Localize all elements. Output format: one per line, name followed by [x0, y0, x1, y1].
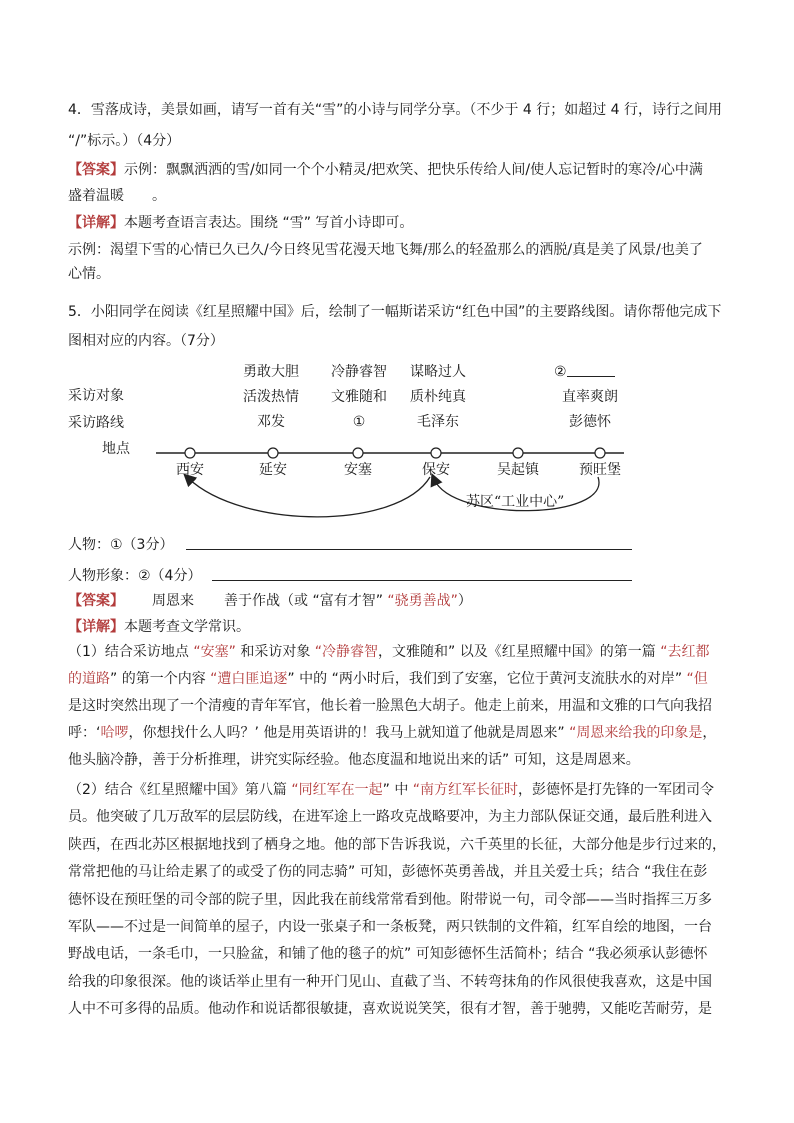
trait-2-line-1: 冷静睿智 — [331, 364, 387, 380]
person-blank-1: ① — [352, 414, 366, 430]
quoted-text: “南方红军长征时 — [412, 782, 519, 798]
q4-answer-text-1: 示例：飘飘洒洒的雪/如同一个个小精灵/把欢笑、把快乐传给人间/使人忘记暂时的寒冷/心中满 — [124, 162, 703, 178]
quoted-text: “周恩来给我的印象是 — [569, 725, 703, 741]
answer-close-paren: ） — [457, 593, 472, 609]
body-text: 员。他突破了几万敌军的层层防线，在进军途上一路攻克战略要冲，为主力部队保证交通，最后胜利进入 — [68, 809, 712, 826]
blank-2-label: 人物形象：②（4分） — [68, 568, 202, 584]
body-text: ，彭德怀是打先锋的一军团司令 — [518, 782, 715, 798]
body-text: ，你想找什么人吗？’ 他是用英语讲的！我马上就知道了他就是周恩来” — [128, 725, 570, 741]
route-node-yuwangpu — [595, 448, 605, 458]
answer-good-at-combat: 善于作战（或 “富有才智” — [224, 593, 388, 609]
row-label-route: 采访路线 — [68, 415, 124, 431]
p2-line — [68, 999, 712, 1019]
body-text: （1）结合采访地点 — [68, 644, 194, 660]
q4-answer-line-1 — [68, 160, 703, 180]
answer-alt-brave: “骁勇善战” — [387, 593, 458, 609]
q4-detail-text: 本题考查语言表达。围绕 “雪” 写首小诗即可。 — [124, 215, 414, 231]
answer-tag: 【答案】 — [68, 162, 124, 178]
route-node-xian — [185, 448, 195, 458]
route-node-baoan — [431, 448, 441, 458]
p2-line — [68, 835, 726, 855]
route-diagram — [68, 355, 668, 530]
quoted-text: “但 — [686, 671, 708, 687]
q5-detail-line — [68, 617, 250, 637]
place-yanan: 延安 — [259, 462, 287, 478]
q5-question-line-2: 图相对应的内容。（7分） — [68, 333, 224, 349]
body-text: 野战电话，一条毛巾，一只脸盆，和铺了他的毯子的炕” 可知彭德怀生活简朴；结合 “我必须承认彭德怀 — [68, 946, 708, 963]
quoted-text: “同红军在一起 — [291, 782, 383, 798]
p2-line — [68, 944, 707, 964]
route-node-ansai — [353, 448, 363, 458]
p1-line — [68, 750, 640, 770]
trait-2-line-2: 文雅随和 — [331, 389, 387, 405]
q4-example-line-1: 示例：渴望下雪的心情已久已久/今日终见雪花漫天地飞舞/那么的轻盈那么的洒脱/真是美了风景/也美了 — [68, 242, 703, 258]
q4-answer-line-2: 盛着温暖 。 — [68, 188, 166, 204]
body-text: ，文雅随和” 以及《红星照耀中国》的第一篇 — [378, 644, 661, 660]
p2-line — [68, 780, 714, 800]
row-label-place: 地点 — [102, 441, 130, 457]
p2-line — [68, 917, 712, 937]
quoted-text: “去红都 — [660, 644, 710, 660]
detail-tag: 【详解】 — [68, 619, 124, 635]
q5-detail-head: 本题考查文学常识。 — [124, 619, 250, 635]
blank-1-answer-line — [186, 549, 632, 550]
trait-3-line-2: 质朴纯真 — [410, 389, 466, 405]
place-xian: 西安 — [176, 462, 204, 478]
body-text: ” 的第一个内容 — [110, 671, 211, 687]
trait-blank-2-underline — [567, 362, 615, 377]
quoted-text: 哈啰 — [100, 725, 129, 741]
person-maozedong: 毛泽东 — [417, 414, 459, 430]
p2-line — [68, 807, 712, 827]
body-text: 常常把他的马让给走累了的或受了伤的同志骑” 可知，彭德怀英勇善战，并且关爱士兵；结合 “我住在彭 — [68, 864, 708, 881]
q4-example-line-2: 心情。 — [68, 266, 110, 282]
answer-tag: 【答案】 — [68, 593, 124, 609]
arrow-baoan-to-xian — [188, 477, 430, 517]
body-text: 和采访对象 — [235, 644, 315, 660]
person-dengfa: 邓发 — [257, 414, 285, 430]
blank-1-label: 人物：①（3分） — [68, 537, 174, 553]
p2-line — [68, 972, 712, 992]
body-text: ” 中 — [382, 782, 413, 798]
place-yuwangpu: 预旺堡 — [579, 462, 621, 478]
quoted-text: “遭白匪追逐 — [210, 671, 288, 687]
p2-line — [68, 862, 707, 882]
body-text: （2）结合《红星照耀中国》第八篇 — [68, 782, 292, 798]
p2-line — [68, 890, 712, 910]
place-ansai: 安塞 — [344, 462, 372, 478]
blank-2-answer-line — [212, 580, 632, 581]
q4-question-line-1: 4．雪落成诗，美景如画，请写一首有关“雪”的小诗与同学分享。（不少于 4 行；如超过 4 行，诗行之间用 — [68, 102, 723, 118]
trait-blank-2-label: ② — [554, 364, 567, 380]
body-text: ， — [702, 725, 717, 741]
body-text: 呼：‘ — [68, 725, 101, 741]
route-node-wuqizhen — [513, 448, 523, 458]
p1-line — [68, 723, 716, 743]
answer-zhouenlai: 周恩来 — [152, 593, 194, 609]
place-baoan: 保安 — [422, 462, 450, 478]
q5-question-line-1: 5．小阳同学在阅读《红星照耀中国》后，绘制了一幅斯诺采访“红色中国”的主要路线图。请你帮他完成下 — [68, 304, 722, 320]
body-text: 人中不可多得的品质。他动作和说话都很敏捷，喜欢说说笑笑，很有才智，善于驰骋，又能吃苦耐劳，是 — [68, 1001, 712, 1018]
body-text: 他头脑冷静，善于分析推理，讲究实际经验。他态度温和地说出来的话” 可知，这是周恩来。 — [68, 752, 640, 768]
body-text: 陕西，在西北苏区根据地找到了栖身之地。他的部下告诉我说，六千英里的长征，大部分他是步行过来的， — [68, 836, 726, 853]
body-text: 是这时突然出现了一个清瘦的青年军官，他长着一脸黑色大胡子。他走上前来，用温和文雅的口气向我招 — [68, 698, 712, 714]
place-wuqizhen: 吴起镇 — [497, 462, 539, 478]
trait-4-line-1 — [554, 362, 615, 382]
route-node-yanan — [268, 448, 278, 458]
p1-line — [68, 669, 708, 689]
trait-1-line-2: 活泼热情 — [243, 389, 299, 405]
p1-line — [68, 642, 709, 662]
body-text: 给我的印象很深。他的谈话举止里有一种开门见山、直截了当、不转弯抹角的作风很使我喜欢，这是中国 — [68, 973, 712, 990]
q5-answer-line — [68, 591, 472, 611]
trait-3-line-1: 谋略过人 — [410, 364, 466, 380]
row-label-interviewee: 采访对象 — [68, 388, 124, 404]
quoted-text: 的道路 — [68, 671, 110, 687]
q4-detail-line — [68, 213, 413, 233]
q4-question-line-2: “/”标示。）（4分） — [68, 133, 181, 149]
body-text: 军队——不过是一间简单的屋子，内设一张桌子和一条板凳，两只铁制的文件箱，红军自绘的地图，一台 — [68, 919, 712, 935]
quoted-text: “冷静睿智 — [314, 644, 379, 660]
p1-line — [68, 696, 712, 716]
trait-1-line-1: 勇敢大胆 — [243, 364, 299, 380]
trait-4-line-2: 直率爽朗 — [562, 389, 618, 405]
person-pengdehuai: 彭德怀 — [569, 414, 611, 430]
suqu-industrial-center-label: 苏区“工业中心” — [466, 494, 565, 510]
body-text: ” 中的 “两小时后，我们到了安塞，它位于黄河支流肤水的对岸” — [287, 671, 687, 687]
detail-tag: 【详解】 — [68, 215, 124, 231]
body-text: 德怀设在预旺堡的司令部的院子里，因此我在前线常常看到他。附带说一句，司令部——当时指挥三万多 — [68, 891, 712, 908]
quoted-text: “安塞” — [193, 644, 236, 660]
